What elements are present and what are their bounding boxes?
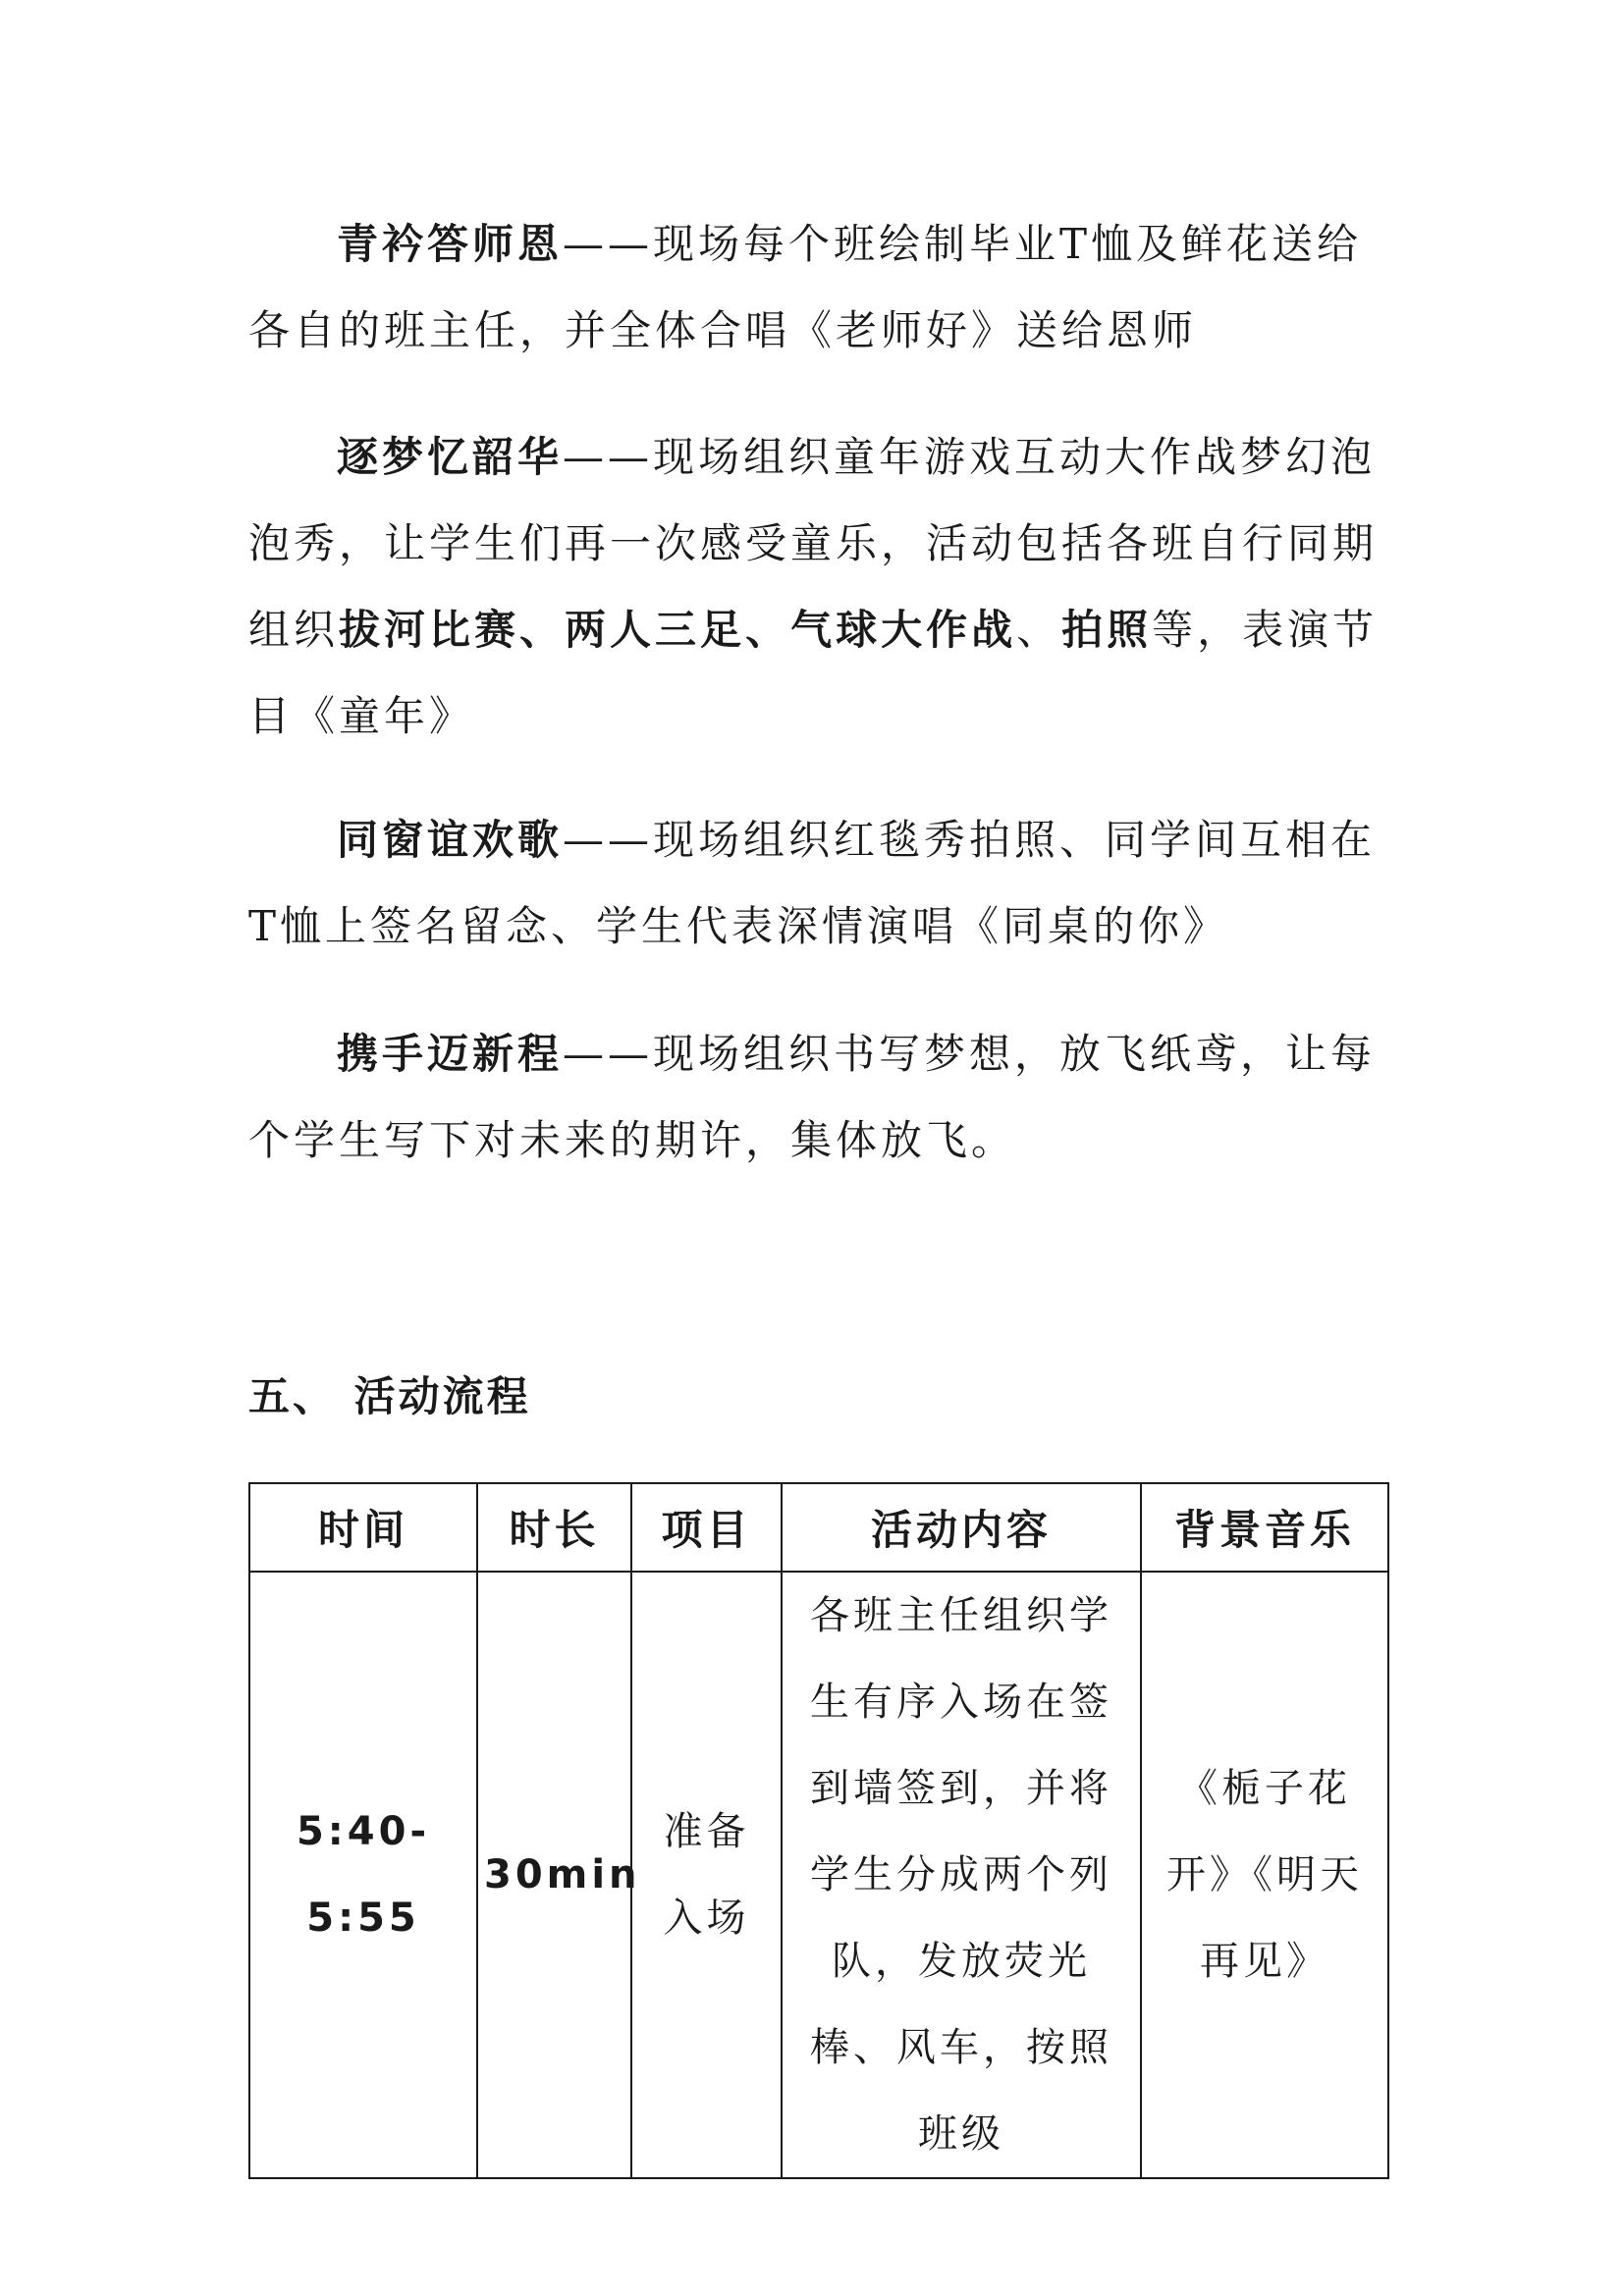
table-row — [249, 1572, 1388, 2178]
separator: 、 — [1016, 606, 1062, 654]
cell-item-text: 准备入场 — [663, 1809, 750, 1941]
header-time: 时间 — [249, 1483, 477, 1572]
cell-content — [782, 1572, 1141, 2178]
header-content: 活动内容 — [782, 1483, 1141, 1572]
paragraph-title: 同窗谊欢歌 — [337, 816, 564, 864]
activity-tug-of-war: 拔河比赛 — [339, 606, 520, 654]
header-item: 项目 — [631, 1483, 782, 1572]
paragraph-text: ——现场组织书写梦想，放飞纸鸢，让每个学生写下对未来的期许，集体放飞。 — [248, 1030, 1377, 1164]
paragraph-title: 携手迈新程 — [337, 1030, 564, 1078]
activity-balloon-battle: 气球大作战 — [790, 606, 1017, 654]
paragraph-childhood-memories — [248, 414, 1387, 760]
separator: 、 — [519, 606, 566, 654]
activity-three-legged-race: 两人三足 — [565, 606, 746, 654]
paragraph-new-journey — [248, 1011, 1387, 1184]
paragraph-text: ——现场每个班绘制毕业T恤及鲜花送给各自的班主任，并全体合唱《老师好》送给恩师 — [248, 220, 1363, 354]
cell-duration: 30min — [477, 1572, 631, 2178]
paragraph-text: ——现场组织童年游戏互动大作战梦幻泡泡秀，让学生们再一次感受童乐，活动包括各班自行同期组织 — [248, 433, 1379, 654]
cell-time: 5:40-5:55 — [249, 1572, 477, 2178]
header-duration: 时长 — [477, 1483, 631, 1572]
cell-music — [1141, 1572, 1388, 2178]
paragraph-title: 青衿答师恩 — [337, 220, 564, 268]
paragraph-text: ——现场组织红毯秀拍照、同学间互相在T恤上签名留念、学生代表深情演唱《同桌的你》 — [248, 816, 1377, 950]
table-header-row — [249, 1483, 1388, 1572]
cell-music-text: 《栀子花开》《明天再见》 — [1166, 1766, 1363, 1984]
paragraph-classmates-song — [248, 797, 1387, 970]
paragraph-title: 逐梦忆韶华 — [337, 433, 564, 481]
separator: 、 — [745, 606, 791, 654]
cell-content-text: 各班主任组织学生有序入场在签到墙签到，并将学生分成两个列队，发放荧光棒、风车，按照班级 — [810, 1593, 1112, 2157]
cell-item — [631, 1572, 782, 2178]
paragraph-teacher-gratitude — [248, 201, 1387, 374]
section-heading-activity-flow: 五、 活动流程 — [248, 1372, 531, 1420]
activity-flow-table — [248, 1482, 1389, 2179]
header-music: 背景音乐 — [1141, 1483, 1388, 1572]
paragraph-text: 等，表演节目《童年》 — [248, 606, 1379, 740]
activity-photo: 拍照 — [1061, 606, 1153, 654]
